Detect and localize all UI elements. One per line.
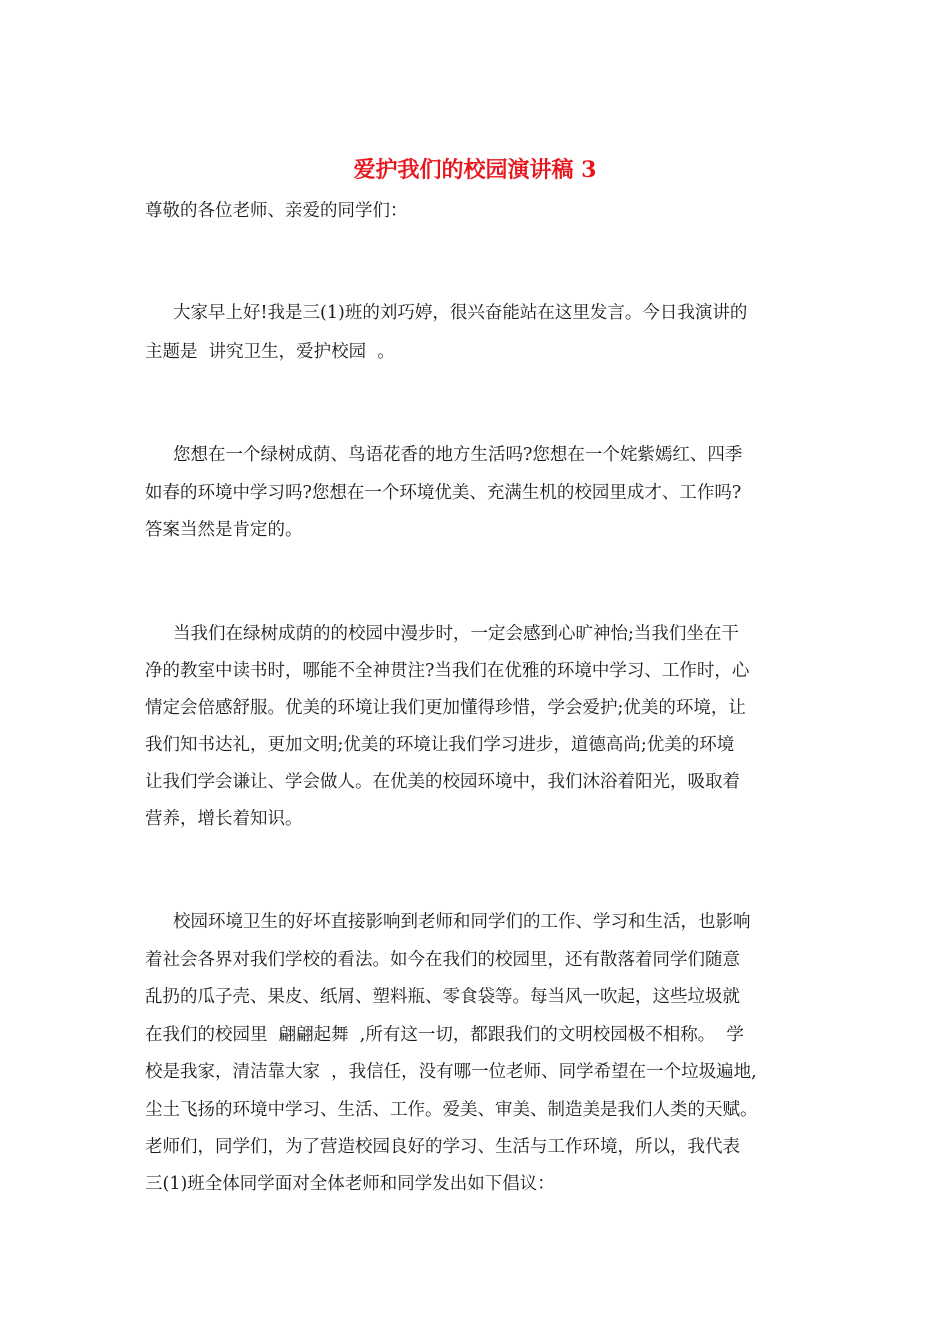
paragraph-line: 大家早上好!我是三(1)班的刘巧婷，很兴奋能站在这里发言。今日我演讲的 (173, 303, 748, 323)
paragraph-line: 校是我家，清洁靠大家 ，我信任，没有哪一位老师、同学希望在一个垃圾遍地, (145, 1062, 757, 1082)
paragraph-line: 答案当然是肯定的。 (145, 520, 303, 540)
paragraph-line: 在我们的校园里 翩翩起舞 ,所有这一切，都跟我们的文明校园极不相称。 学 (145, 1025, 744, 1045)
paragraph-line: 我们知书达礼，更加文明;优美的环境让我们学习进步，道德高尚;优美的环境 (145, 735, 735, 755)
greeting-line: 尊敬的各位老师、亲爱的同学们： (145, 201, 408, 221)
paragraph-line: 乱扔的瓜子壳、果皮、纸屑、塑料瓶、零食袋等。每当风一吹起，这些垃圾就 (145, 987, 740, 1007)
page-title: 爱护我们的校园演讲稿 3 (353, 157, 597, 183)
paragraph-line: 如春的环境中学习吗?您想在一个环境优美、充满生机的校园里成才、工作吗? (145, 483, 742, 503)
paragraph-line: 营养，增长着知识。 (145, 809, 303, 829)
paragraph-line: 校园环境卫生的好坏直接影响到老师和同学们的工作、学习和生活，也影响 (173, 912, 751, 932)
paragraph-line: 着社会各界对我们学校的看法。如今在我们的校园里，还有散落着同学们随意 (145, 950, 740, 970)
paragraph-line: 主题是 讲究卫生，爱护校园 。 (145, 342, 395, 362)
paragraph-line: 让我们学会谦让、学会做人。在优美的校园环境中，我们沐浴着阳光，吸取着 (145, 772, 740, 792)
paragraph-line: 净的教室中读书时，哪能不全神贯注?当我们在优雅的环境中学习、工作时，心 (145, 661, 750, 681)
paragraph-line: 情定会倍感舒服。优美的环境让我们更加懂得珍惜，学会爱护;优美的环境，让 (145, 698, 746, 718)
paragraph-line: 三(1)班全体同学面对全体老师和同学发出如下倡议： (145, 1174, 555, 1194)
paragraph-line: 当我们在绿树成荫的的校园中漫步时，一定会感到心旷神怡;当我们坐在干 (173, 624, 739, 644)
paragraph-line: 尘土飞扬的环境中学习、生活、工作。爱美、审美、制造美是我们人类的天赋。 (145, 1100, 758, 1120)
paragraph-line: 老师们，同学们，为了营造校园良好的学习、生活与工作环境，所以，我代表 (145, 1137, 740, 1157)
paragraph-line: 您想在一个绿树成荫、鸟语花香的地方生活吗?您想在一个姹紫嫣红、四季 (173, 445, 743, 465)
